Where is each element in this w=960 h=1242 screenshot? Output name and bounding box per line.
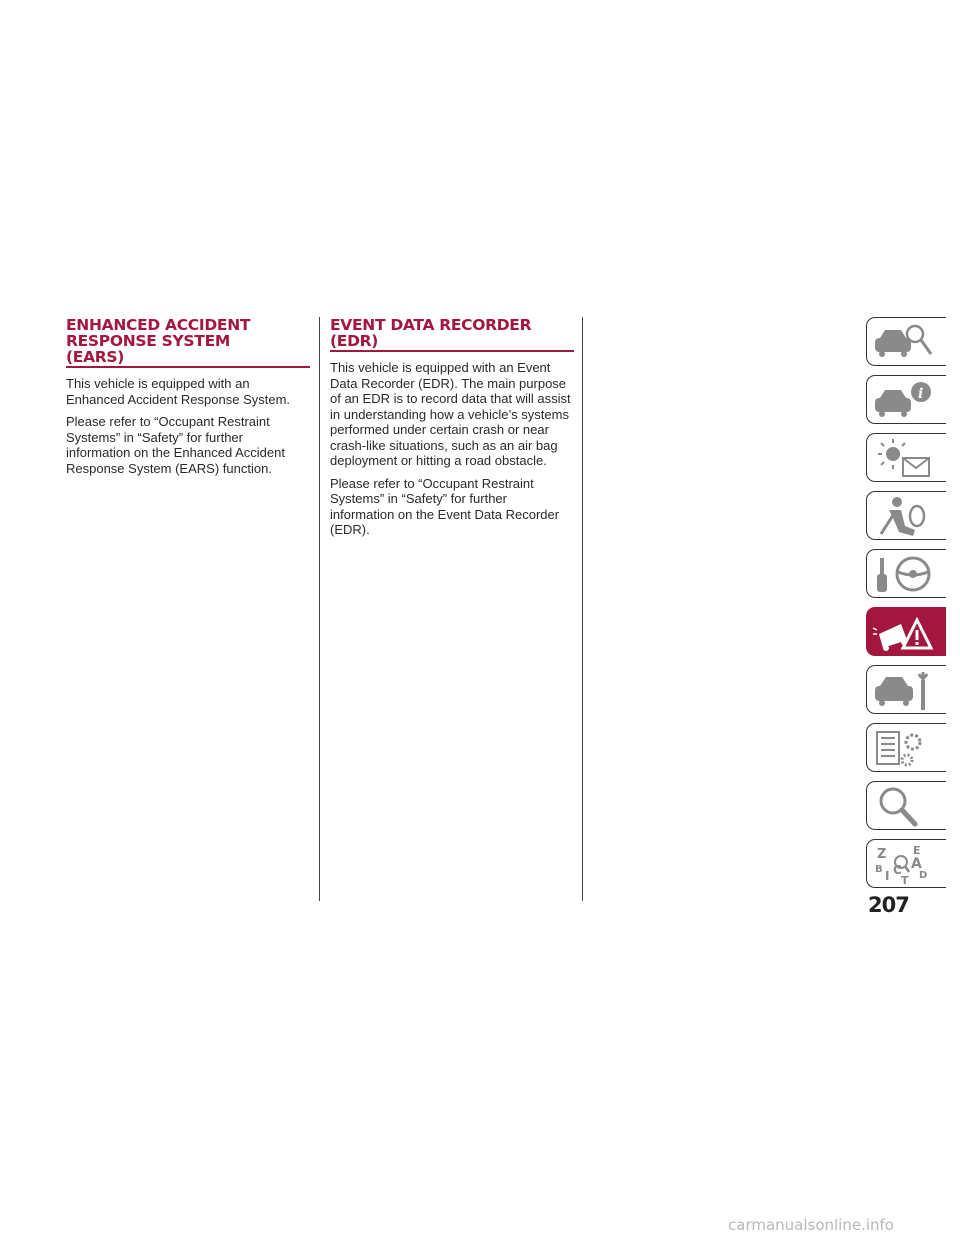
key-steering-wheel-icon — [871, 552, 937, 596]
ears-section — [66, 317, 310, 476]
index-letter-b: B — [875, 864, 883, 875]
car-emergency-triangle-icon — [871, 610, 937, 654]
svg-text:i: i — [918, 386, 924, 402]
tab-instrument-panel[interactable] — [866, 375, 946, 424]
index-letter-a: A — [911, 856, 922, 872]
ears-heading-line1: ENHANCED ACCIDENT — [66, 316, 251, 334]
edr-paragraph-2: Please refer to “Occupant Restraint Systems” in “Safety” for further information on the Event Data Recorder (EDR). — [330, 475, 560, 537]
ears-paragraph-2: Please refer to “Occupant Restraint Systems” in “Safety” for further information on the Enhanced Accident Response System (EARS) function. — [66, 414, 285, 476]
index-letter-t: T — [901, 874, 909, 886]
car-info-icon — [871, 378, 937, 422]
index-letter-c: C — [893, 863, 902, 877]
ears-heading-line2: RESPONSE SYSTEM (EARS) — [66, 332, 230, 366]
tab-multimedia[interactable] — [866, 781, 946, 830]
index-letter-e: E — [913, 844, 921, 857]
alphabetical-index-icon — [871, 842, 937, 886]
tab-starting-operating[interactable] — [866, 549, 946, 598]
edr-section — [330, 317, 574, 538]
tab-in-case-of-emergency[interactable] — [866, 607, 946, 656]
tab-servicing-maintenance[interactable] — [866, 665, 946, 714]
index-letter-i: I — [885, 869, 890, 883]
edr-heading: EVENT DATA RECORDER (EDR) — [330, 317, 574, 352]
car-wrench-icon — [871, 668, 937, 712]
ears-heading — [66, 317, 310, 368]
specs-gear-icon — [871, 726, 937, 770]
ears-paragraph-1: This vehicle is equipped with an Enhanced Accident Response System. — [66, 376, 291, 407]
occupant-airbag-icon — [871, 494, 937, 538]
tab-index[interactable] — [866, 839, 946, 888]
tab-getting-to-know-vehicle[interactable] — [866, 317, 946, 366]
index-letter-z: Z — [877, 847, 887, 862]
column-divider-right — [582, 317, 583, 901]
warning-light-message-icon — [871, 436, 937, 480]
tab-safety[interactable] — [866, 491, 946, 540]
edr-paragraph-1: This vehicle is equipped with an Event Data Recorder (EDR). The main purpose of an EDR is to record data that will assist in understanding how a vehicle’s systems performed under certain crash or near crash-like situations, such as an air bag deployment or hitting a road obstacle. — [330, 360, 571, 468]
magnifier-icon — [871, 784, 937, 828]
index-letter-d: D — [919, 870, 928, 881]
watermark: carmanualsonline.info — [728, 1216, 894, 1234]
column-divider-left — [319, 317, 320, 901]
tab-warning-lights[interactable] — [866, 433, 946, 482]
page-number: 207 — [868, 893, 909, 917]
tab-technical-specifications[interactable] — [866, 723, 946, 772]
car-search-icon — [871, 320, 937, 364]
